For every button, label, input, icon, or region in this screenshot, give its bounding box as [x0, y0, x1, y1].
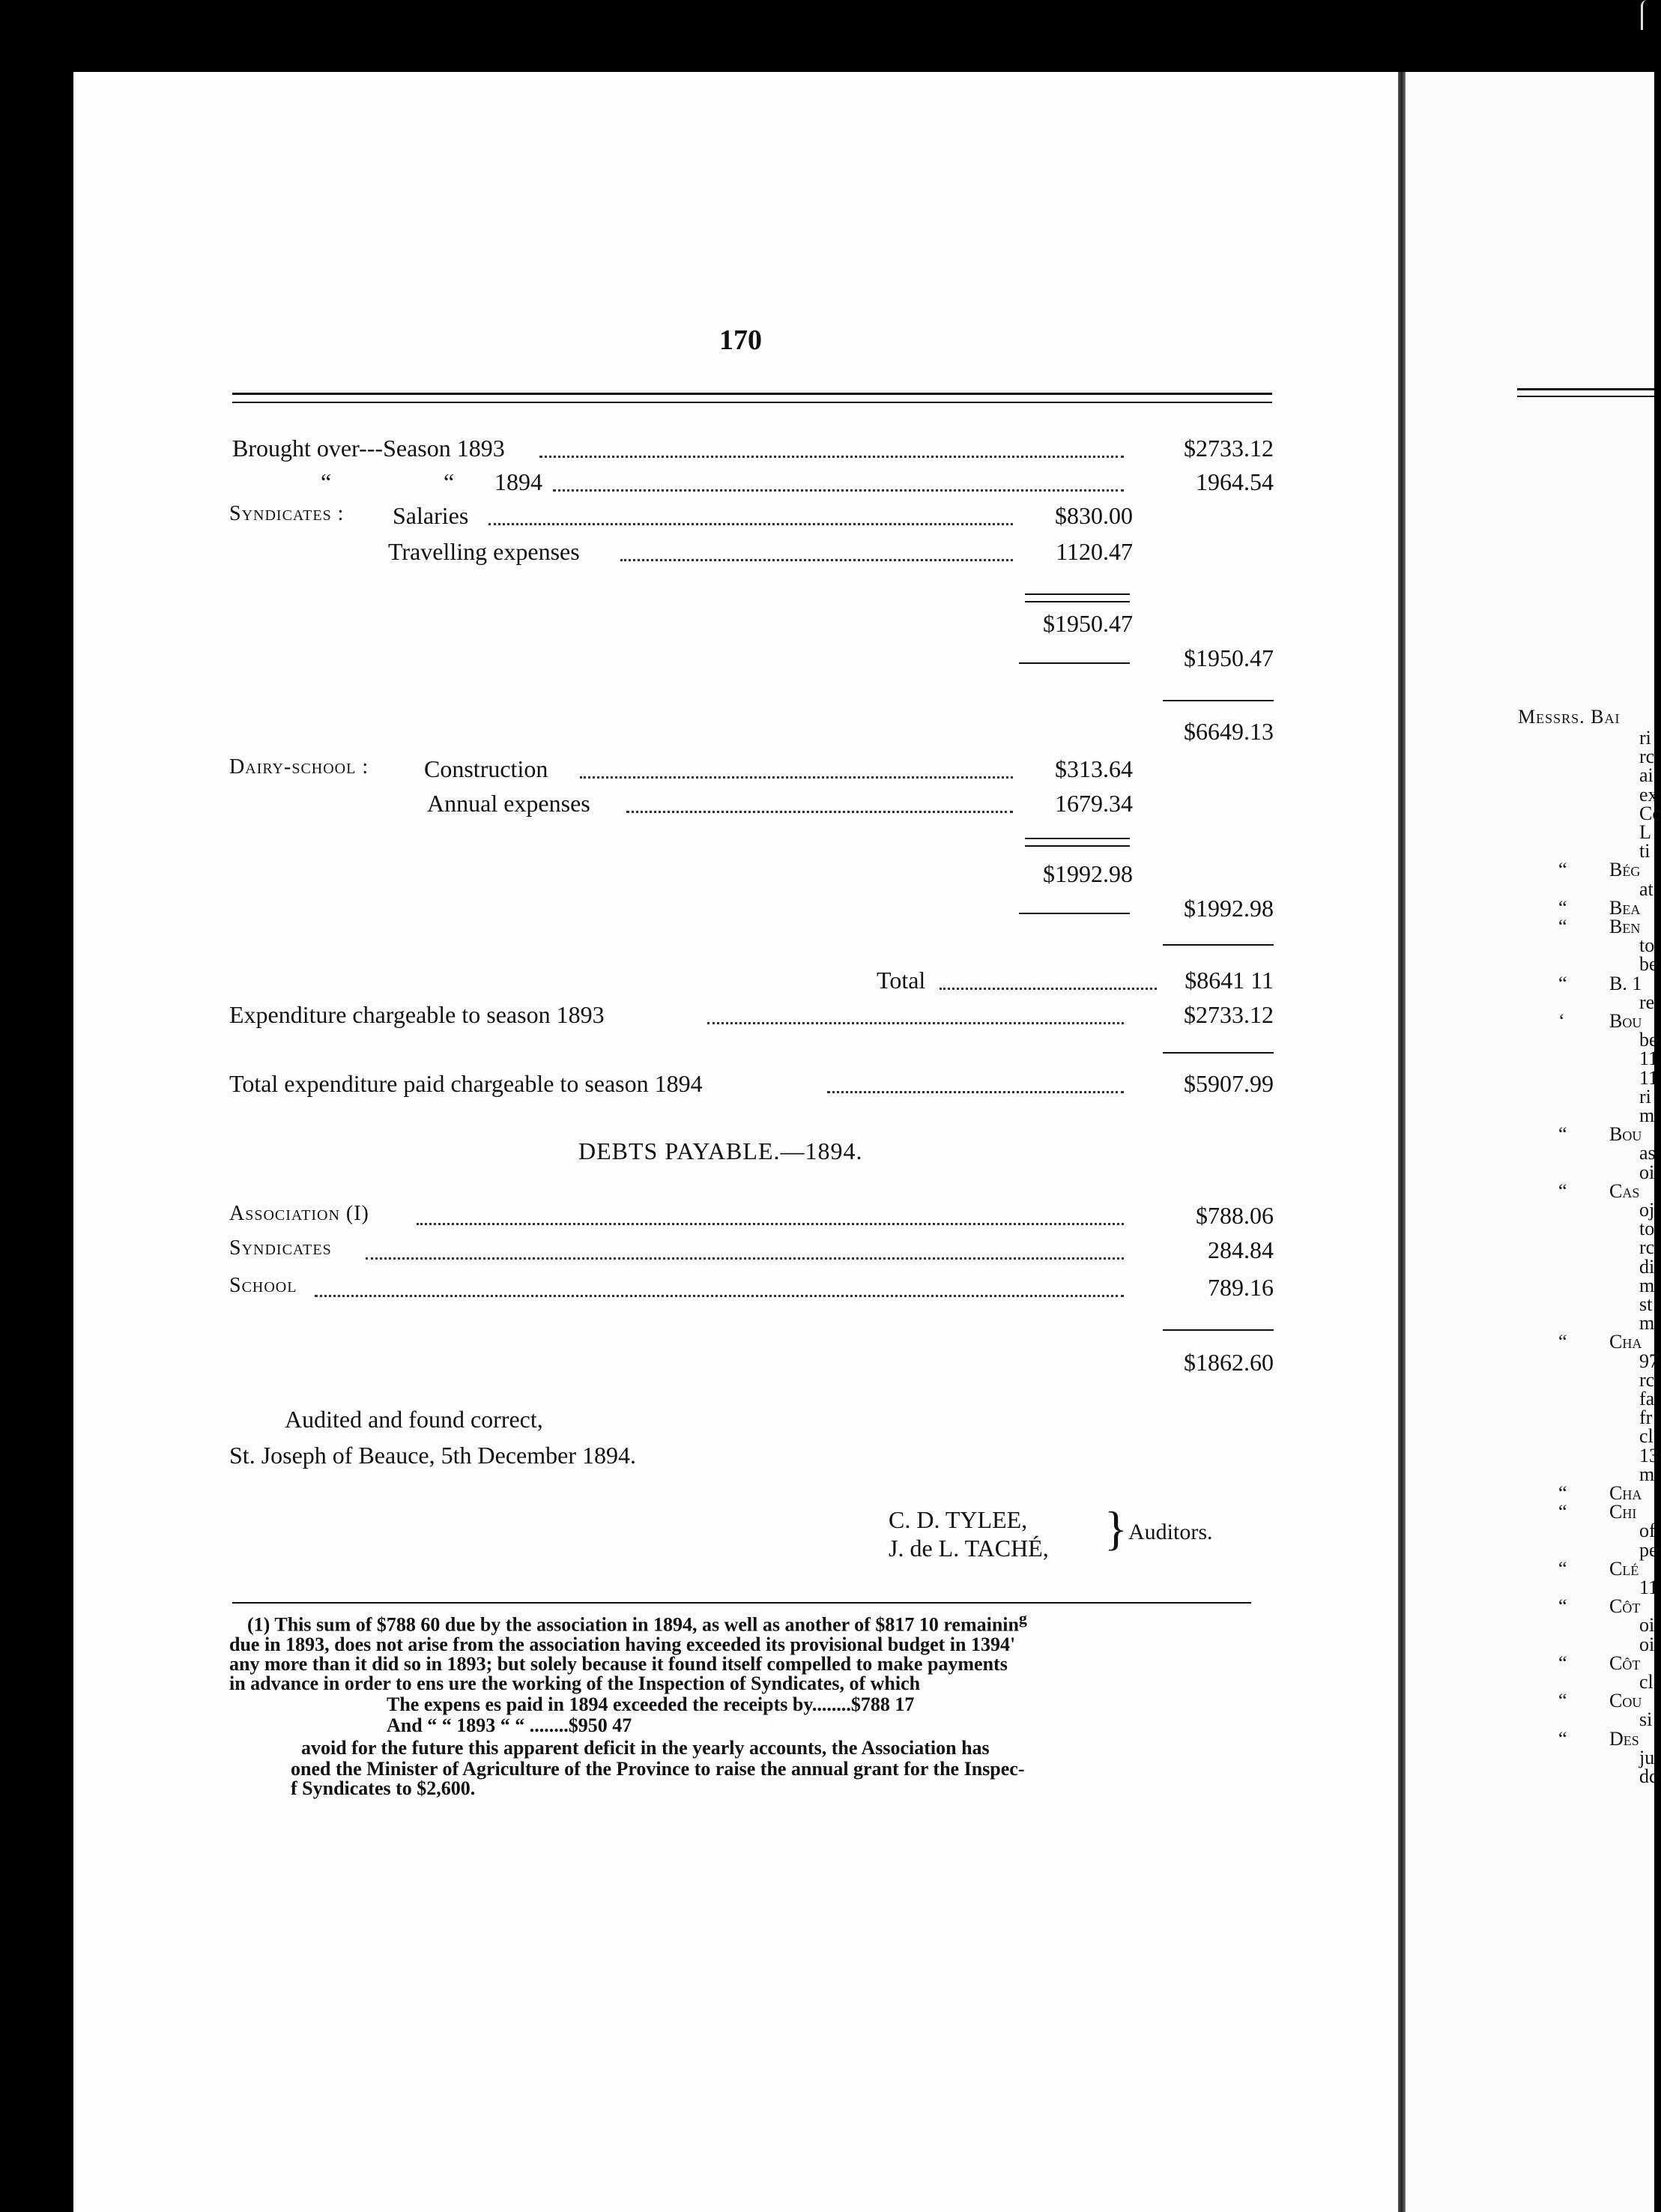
annual-expenses-amount: 1679.34 — [1055, 790, 1133, 817]
right-page-heading: Messrs. Bai — [1518, 706, 1621, 728]
right-page-entry: fa — [1639, 1388, 1655, 1409]
footnote-line: oned the Minister of Agriculture of the Province to raise the annual grant for the Inspec- — [291, 1758, 1025, 1780]
right-page-ditto: “ — [1558, 1123, 1567, 1145]
footnote-line: (1) This sum of $788 60 due by the association in 1894, as well as another of $817 10 remainin$^g$ — [247, 1610, 1027, 1636]
expenditure-1894-amount: $5907.99 — [1184, 1070, 1274, 1097]
association-amount: $788.06 — [1196, 1202, 1274, 1229]
debts-heading: DEBTS PAYABLE.—1894. — [578, 1137, 863, 1164]
right-page-entry: Bea — [1609, 897, 1641, 919]
leader — [366, 1256, 1124, 1260]
leader — [488, 522, 1013, 525]
syndicates-debt-label: Syndicates — [229, 1236, 332, 1260]
leader — [580, 775, 1013, 779]
right-page-entry: to — [1639, 1218, 1655, 1239]
footnote-line: f Syndicates to $2,600. — [291, 1777, 476, 1799]
total-amount: $8641 11 — [1185, 967, 1274, 994]
footnote-line: in advance in order to ens ure the working of the Inspection of Syndicates, of which — [229, 1672, 921, 1694]
ditto-mark: “ — [444, 468, 455, 495]
running-total: $6649.13 — [1184, 718, 1274, 745]
right-page-ditto: “ — [1558, 1690, 1567, 1711]
carry-line — [1019, 662, 1130, 664]
right-top-rule — [1517, 388, 1654, 390]
leader — [620, 557, 1013, 561]
right-page-entry: di — [1639, 1256, 1655, 1278]
right-page-entry: ri — [1639, 1086, 1651, 1107]
syndicates-total: $1950.47 — [1184, 644, 1274, 671]
right-page-entry: st — [1639, 1293, 1653, 1315]
right-page-entry: Clé — [1609, 1558, 1639, 1580]
right-page-entry: to — [1639, 934, 1655, 956]
ditto-mark: “ — [321, 468, 332, 495]
right-page-entry: Des — [1609, 1728, 1639, 1750]
salaries-label: Salaries — [393, 502, 469, 529]
right-page-ditto: “ — [1558, 1652, 1567, 1674]
sum-line — [1163, 700, 1274, 701]
salaries-amount: $830.00 — [1055, 502, 1133, 529]
right-page-ditto: “ — [1558, 1558, 1567, 1580]
footnote-line: due in 1893, does not arise from the association having exceeded its provisional budget in 1394' — [229, 1634, 1016, 1655]
right-page-entry: cl — [1639, 1671, 1654, 1693]
footnote-line: The expens es paid in 1894 exceeded the receipts by........$788 17 — [387, 1693, 915, 1715]
sum-line — [1163, 1329, 1274, 1331]
leader — [707, 1021, 1124, 1024]
right-page-entry: L — [1639, 821, 1651, 843]
right-page-entry: Chi — [1609, 1501, 1637, 1523]
right-page-entry: fr — [1639, 1406, 1653, 1428]
footnote-line: any more than it did so in 1893; but solely because it found itself compelled to make payments — [229, 1653, 1008, 1675]
right-page-entry: m — [1639, 1312, 1655, 1334]
right-page-entry: be — [1639, 1029, 1658, 1051]
right-page-entry: pe — [1639, 1539, 1658, 1561]
construction-amount: $313.64 — [1055, 755, 1133, 782]
brought-1893-label: Brought over---Season 1893 — [232, 435, 505, 462]
expenditure-1893-amount: $2733.12 — [1184, 1001, 1274, 1028]
audit-statement: Audited and found correct, — [285, 1406, 543, 1433]
right-page-entry: Bou — [1609, 1010, 1642, 1032]
right-page-entry: at — [1639, 878, 1654, 900]
right-page-entry: oi — [1639, 1634, 1655, 1655]
leader — [626, 809, 1013, 813]
right-page-entry: Bég — [1609, 859, 1641, 880]
right-page-entry: 97 — [1639, 1350, 1659, 1372]
right-page-entry: ju — [1639, 1747, 1655, 1768]
right-page-entry: m — [1639, 1463, 1655, 1485]
right-page-entry: re — [1639, 991, 1655, 1013]
brought-1893-amount: $2733.12 — [1184, 435, 1274, 462]
right-page-entry: rc — [1639, 1236, 1655, 1258]
footnote-line: avoid for the future this apparent deficit in the yearly accounts, the Association has — [301, 1737, 990, 1759]
right-page-ditto: “ — [1558, 1595, 1567, 1617]
brace-symbol: } — [1104, 1502, 1128, 1555]
right-page-entry: Cc — [1639, 803, 1661, 824]
syndicates-debt-amount: 284.84 — [1208, 1236, 1274, 1263]
right-page-entry: rc — [1639, 746, 1655, 767]
footnote-rule — [232, 1602, 1251, 1604]
right-page-entry: be — [1639, 953, 1658, 975]
right-page-entry: ti — [1639, 840, 1651, 862]
auditors-role: Auditors. — [1128, 1520, 1213, 1544]
right-page-entry: oi — [1639, 1614, 1655, 1636]
leader — [539, 454, 1124, 458]
dairy-school-label: Dairy-school : — [229, 755, 369, 779]
debts-total: $1862.60 — [1184, 1349, 1274, 1376]
right-page-ditto: “ — [1558, 1482, 1567, 1504]
right-page-entry: 11 — [1639, 1577, 1659, 1598]
brought-1894-amount: 1964.54 — [1196, 468, 1274, 495]
auditor-name: J. de L. TACHÉ, — [889, 1535, 1049, 1562]
right-page-entry: m — [1639, 1105, 1655, 1126]
leader — [553, 488, 1124, 492]
right-page-entry: Cas — [1609, 1180, 1640, 1202]
right-page-entry: cl — [1639, 1425, 1654, 1447]
travelling-amount: 1120.47 — [1056, 538, 1133, 565]
sum-line — [1163, 1052, 1274, 1054]
right-page-ditto: “ — [1558, 973, 1567, 994]
school-label: School — [229, 1274, 297, 1297]
expenditure-1894-label: Total expenditure paid chargeable to season 1894 — [229, 1070, 703, 1097]
annual-expenses-label: Annual expenses — [427, 790, 590, 817]
right-page-entry: Cha — [1609, 1331, 1642, 1353]
audit-place-date: St. Joseph of Beauce, 5th December 1894. — [229, 1442, 636, 1469]
sum-line — [1025, 593, 1130, 595]
right-page-ditto: “ — [1558, 859, 1567, 880]
right-page-entry: oj — [1639, 1199, 1655, 1221]
top-rule-thin — [232, 402, 1272, 403]
brought-1894-year: 1894 — [494, 468, 542, 495]
right-page-ditto: “ — [1558, 897, 1567, 919]
association-label: Association (I) — [229, 1202, 369, 1225]
right-page-entry: of — [1639, 1520, 1656, 1541]
sum-line — [1025, 845, 1130, 847]
leader — [940, 986, 1157, 990]
right-page-entry: Côt — [1609, 1652, 1641, 1674]
expenditure-1893-label: Expenditure chargeable to season 1893 — [229, 1001, 605, 1028]
top-rule — [232, 393, 1272, 395]
right-top-rule-thin — [1517, 396, 1654, 397]
right-page-entry: Bou — [1609, 1123, 1642, 1145]
auditor-name: C. D. TYLEE, — [889, 1506, 1028, 1533]
travelling-label: Travelling expenses — [388, 538, 580, 565]
right-page-entry: m — [1639, 1275, 1655, 1296]
right-page-entry: ri — [1639, 727, 1651, 749]
right-page-entry: si — [1639, 1708, 1653, 1730]
right-page-ditto: “ — [1558, 1728, 1567, 1750]
right-page-entry: Côt — [1609, 1595, 1641, 1617]
right-page-entry: Cha — [1609, 1482, 1642, 1504]
right-page-ditto: “ — [1558, 1180, 1567, 1202]
carry-line — [1019, 913, 1130, 914]
right-page-ditto: “ — [1558, 1331, 1567, 1353]
right-page-entry: 13 — [1639, 1445, 1659, 1466]
footnote-line: And “ “ 1893 “ “ ........$950 47 — [387, 1714, 632, 1736]
leader — [417, 1221, 1124, 1225]
right-page-entry: as — [1639, 1142, 1656, 1164]
right-page-entry: rc — [1639, 1369, 1655, 1391]
right-page-ditto: “ — [1558, 1501, 1567, 1523]
book-gutter — [1398, 72, 1406, 2212]
sum-line — [1163, 944, 1274, 946]
right-page-entry: 11 — [1639, 1048, 1659, 1069]
dairy-total: $1992.98 — [1184, 895, 1274, 922]
sum-line — [1025, 838, 1130, 839]
right-page-ditto: ‘ — [1558, 1010, 1565, 1032]
right-page-ditto: “ — [1558, 916, 1567, 937]
right-page-entry: Cou — [1609, 1690, 1642, 1711]
syndicates-subtotal: $1950.47 — [1043, 610, 1133, 637]
page-number: 170 — [719, 324, 762, 356]
dairy-subtotal: $1992.98 — [1043, 860, 1133, 887]
right-page-entry: Ben — [1609, 916, 1641, 937]
leader — [827, 1090, 1124, 1093]
total-label: Total — [877, 967, 926, 994]
right-page-entry: 11 — [1639, 1067, 1659, 1089]
right-page-entry: ai — [1639, 764, 1654, 786]
right-page-entry: B. 1 — [1609, 973, 1642, 994]
right-page-entry: dc — [1639, 1765, 1658, 1787]
right-page-entry: oi — [1639, 1161, 1655, 1183]
syndicates-label: Syndicates : — [229, 502, 345, 525]
right-page-entry: ex — [1639, 784, 1658, 806]
construction-label: Construction — [424, 755, 548, 782]
scan-edge — [1641, 0, 1654, 30]
leader — [315, 1293, 1124, 1297]
school-amount: 789.16 — [1208, 1274, 1274, 1301]
sum-line — [1025, 601, 1130, 602]
